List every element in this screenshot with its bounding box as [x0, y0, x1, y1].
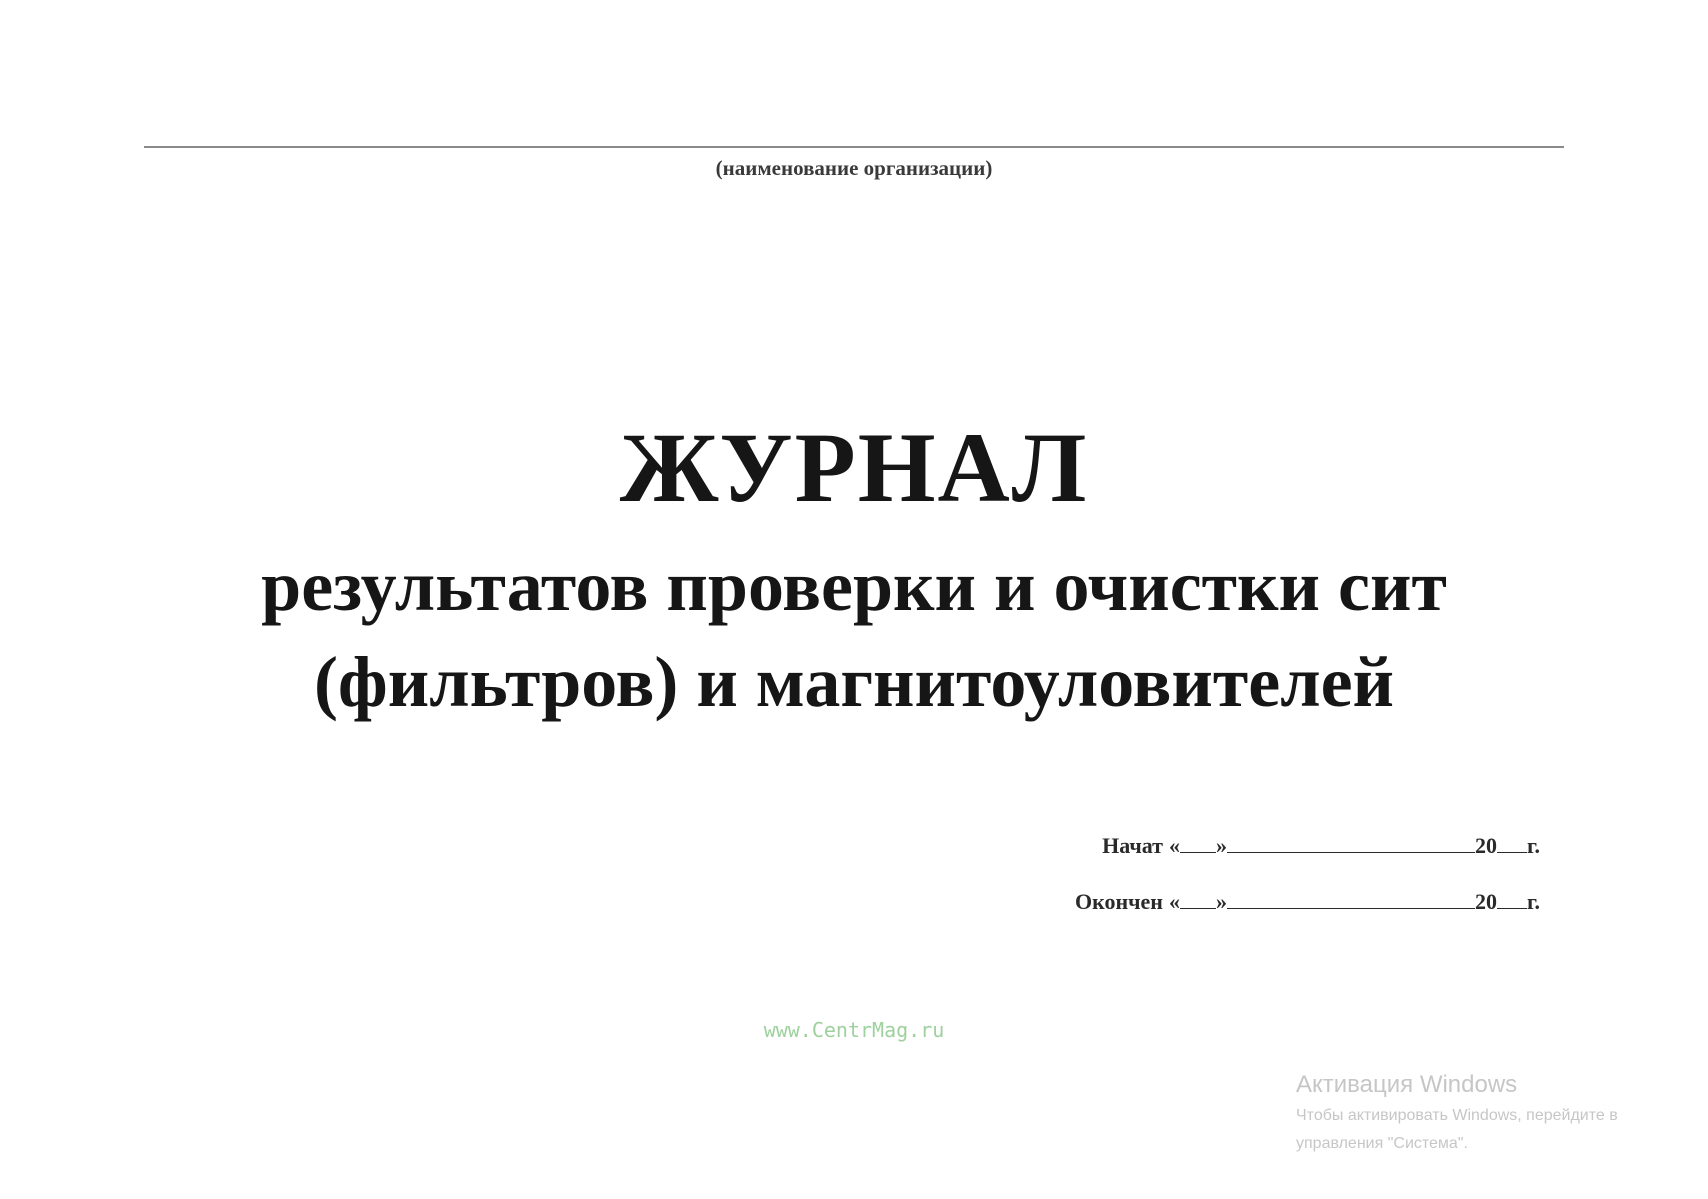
date-row-finished [1075, 886, 1540, 942]
organization-name-line [144, 146, 1564, 148]
started-year-suffix: г. [1526, 833, 1540, 858]
finished-year-blank [1497, 886, 1527, 909]
started-year-blank [1497, 830, 1527, 853]
document-title: ЖУРНАЛ [619, 412, 1089, 523]
date-row-started [1075, 830, 1540, 886]
started-open-quote: « [1168, 833, 1180, 858]
subtitle-line-2: (фильтров) и магнитоуловителей [313, 642, 1395, 722]
finished-open-quote: « [1168, 889, 1180, 914]
organization-name-caption: (наименование организации) [715, 156, 993, 180]
started-month-blank [1227, 830, 1475, 853]
finished-label: Окончен [1074, 889, 1163, 914]
started-close-quote: » [1215, 833, 1227, 858]
activation-line-1: Чтобы активировать Windows, перейдите в [1296, 1107, 1618, 1124]
document-subtitle [0, 538, 1708, 730]
finished-year-prefix: 20 [1474, 889, 1497, 914]
windows-activation-notice [1296, 1068, 1618, 1158]
finished-month-blank [1227, 886, 1475, 909]
finished-close-quote: » [1215, 889, 1227, 914]
activation-line-2: управления "Система". [1296, 1135, 1468, 1152]
finished-year-suffix: г. [1526, 889, 1540, 914]
started-day-blank [1180, 830, 1216, 853]
subtitle-line-1: результатов проверки и очистки сит [261, 546, 1447, 626]
started-year-prefix: 20 [1474, 833, 1497, 858]
finished-day-blank [1180, 886, 1216, 909]
date-block [1075, 830, 1540, 942]
started-label: Начат [1102, 833, 1163, 858]
activation-title: Активация Windows [1296, 1071, 1518, 1098]
site-watermark: www.CentrMag.ru [763, 1018, 945, 1042]
